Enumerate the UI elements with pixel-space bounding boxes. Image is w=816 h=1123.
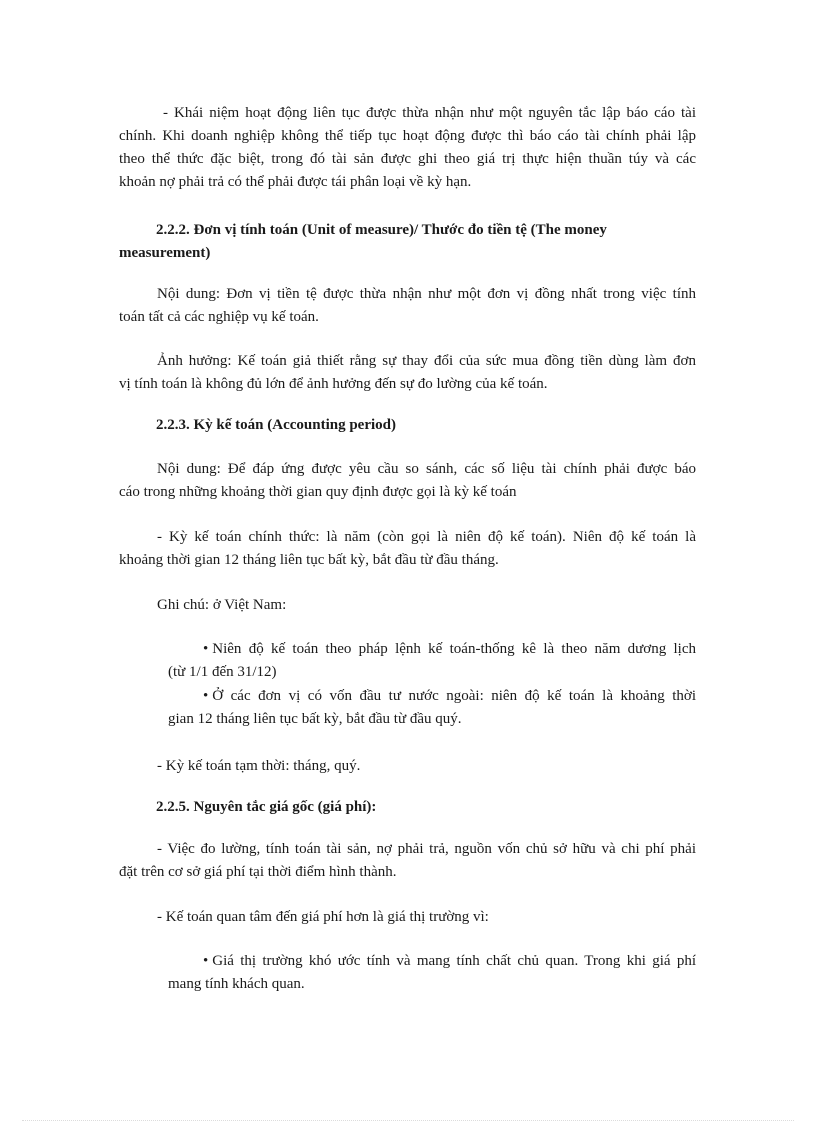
- text-line: - Kỳ kế toán tạm thời: tháng, quý.: [157, 758, 361, 774]
- text-line: theo thể thức đặc biệt, trong đó tài sản được ghi theo giá trị thực hiện thuần túy và các: [119, 151, 696, 167]
- text-line: • Giá thị trường khó ước tính và mang tính chất chủ quan. Trong khi giá phí: [168, 950, 696, 973]
- paragraph-temporary-period: [157, 755, 697, 778]
- note-vietnam: [157, 594, 697, 617]
- text-line: khoảng thời gian 12 tháng liên tục bất kỳ, bắt đầu từ đầu tháng.: [119, 552, 499, 568]
- paragraph-period-content: [119, 458, 696, 504]
- text-line: Ảnh hưởng: Kế toán giả thiết rằng sự thay đổi của sức mua đồng tiền dùng làm đơn: [157, 353, 696, 369]
- text-line: đặt trên cơ sở giá phí tại thời điểm hình thành.: [119, 864, 397, 880]
- page-bottom-divider: [22, 1120, 794, 1121]
- text-line: (từ 1/1 đến 31/12): [168, 664, 277, 680]
- text-line: mang tính khách quan.: [168, 976, 305, 992]
- text-line: gian 12 tháng liên tục bất kỳ, bắt đầu từ đầu quý.: [168, 711, 462, 727]
- text-line: vị tính toán là không đủ lớn để ảnh hưởng đến sự đo lường của kế toán.: [119, 376, 548, 392]
- paragraph-cost-measurement: [119, 838, 696, 884]
- heading-line: 2.2.2. Đơn vị tính toán (Unit of measure)/ Thước đo tiền tệ (The money: [156, 222, 607, 238]
- text-line: - Khái niệm hoạt động liên tục được thừa nhận như một nguyên tắc lập báo cáo tài: [163, 105, 696, 121]
- bullet-item-fiscal-year: [168, 638, 696, 684]
- text-line: • Niên độ kế toán theo pháp lệnh kế toán-thống kê là theo năm dương lịch: [168, 638, 696, 661]
- bullet-item-market-value: [168, 950, 696, 996]
- text-line: chính. Khi doanh nghiệp không thể tiếp tục hoạt động được thì báo cáo tài chính phải lập: [119, 128, 696, 144]
- text-line: Ghi chú: ở Việt Nam:: [157, 597, 287, 613]
- heading-line: 2.2.3. Kỳ kế toán (Accounting period): [156, 417, 396, 433]
- text-line: • Ở các đơn vị có vốn đầu tư nước ngoài: niên độ kế toán là khoảng thời: [168, 685, 696, 708]
- text-line: Nội dung: Đơn vị tiền tệ được thừa nhận như một đơn vị đồng nhất trong việc tính: [157, 286, 696, 302]
- text-line: - Việc đo lường, tính toán tài sản, nợ phải trả, nguồn vốn chủ sở hữu và chi phí phải: [157, 841, 696, 857]
- text-line: khoản nợ phải trả có thể phải được tái phân loại về kỳ hạn.: [119, 174, 472, 190]
- section-heading-2-2-2: [119, 219, 696, 265]
- text-line: cáo trong những khoảng thời gian quy định được gọi là kỳ kế toán: [119, 484, 517, 500]
- paragraph-going-concern: [119, 102, 696, 194]
- bullet-item-foreign-invested: [168, 685, 696, 731]
- text-line: Nội dung: Để đáp ứng được yêu cầu so sánh, các số liệu tài chính phải được báo: [157, 461, 696, 477]
- paragraph-official-period: [119, 526, 696, 572]
- section-heading-2-2-5: [156, 796, 696, 819]
- paragraph-cost-reason: [157, 906, 697, 929]
- paragraph-unit-impact: [119, 350, 696, 396]
- paragraph-unit-content: [119, 283, 696, 329]
- section-heading-2-2-3: [156, 414, 696, 437]
- heading-line: 2.2.5. Nguyên tắc giá gốc (giá phí):: [156, 799, 377, 815]
- text-line: - Kỳ kế toán chính thức: là năm (còn gọi là niên độ kế toán). Niên độ kế toán là: [157, 529, 696, 545]
- text-line: - Kế toán quan tâm đến giá phí hơn là giá thị trường vì:: [157, 909, 489, 925]
- text-line: toán tất cả các nghiệp vụ kế toán.: [119, 309, 319, 325]
- heading-line: measurement): [119, 245, 211, 261]
